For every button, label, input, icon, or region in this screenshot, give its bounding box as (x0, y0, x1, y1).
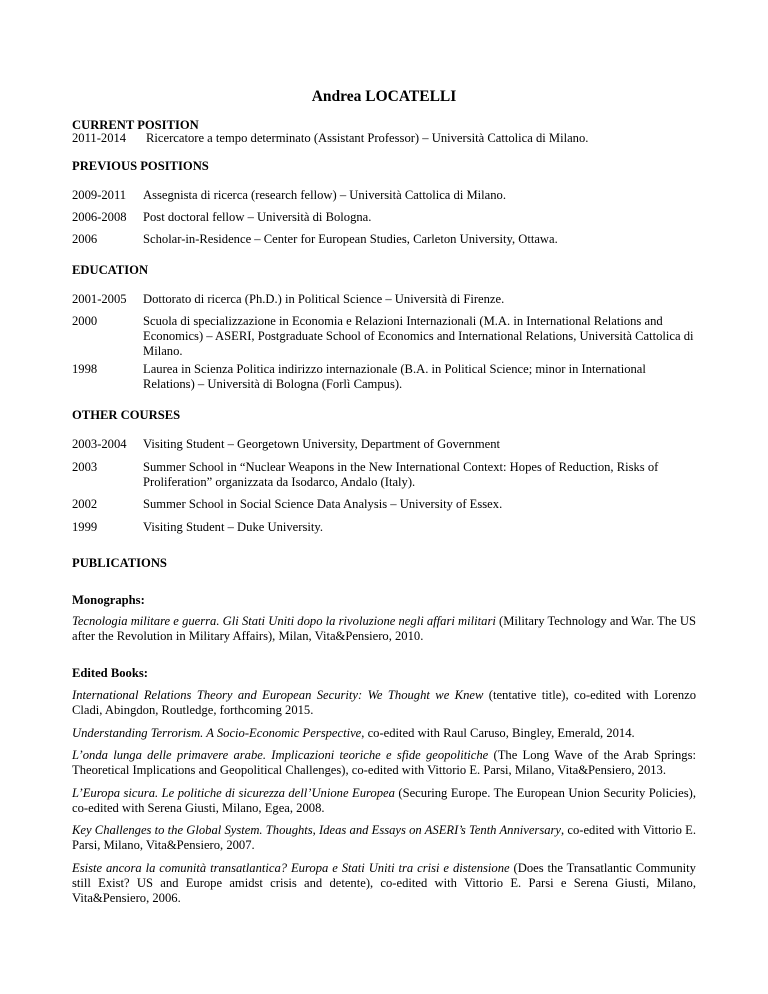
publication-title: Key Challenges to the Global System. Thoughts, Ideas and Essays on ASERI’s Tenth Anniversary (72, 823, 562, 837)
entry-text: Summer School in Social Science Data Analysis – University of Essex. (143, 497, 503, 511)
entry-year: 2006-2008 (72, 210, 127, 224)
publications-heading: PUBLICATIONS (72, 556, 167, 570)
publication-entry (72, 726, 696, 741)
publication-entry (72, 823, 696, 853)
entry-text: Post doctoral fellow – Università di Bologna. (143, 210, 372, 224)
entry-text: Dottorato di ricerca (Ph.D.) in Political Science – Università di Firenze. (143, 292, 505, 306)
entry-text: Summer School in “Nuclear Weapons in the New International Context: Hopes of Reduction, Risks of Proliferation” organizzata da Isodarco, Andalo (Italy). (143, 460, 659, 489)
entry-year: 1999 (72, 520, 98, 534)
entry-year: 2011-2014 (72, 131, 127, 145)
publication-title: Understanding Terrorism. A Socio-Economic Perspective (72, 726, 362, 740)
publication-entry (72, 786, 696, 816)
publication-entry (72, 614, 696, 644)
entry-year: 2009-2011 (72, 188, 127, 202)
entry-text: Visiting Student – Georgetown University, Department of Government (143, 437, 501, 451)
entry-year: 2003-2004 (72, 437, 127, 451)
publication-details: (Does the Transatlantic Community still Exist? US and Europe amidst crisis and detente), co-edited with Vittorio E. Parsi e Serena Giusti, Milano, Vita&Pensiero, 2006. (72, 861, 696, 905)
entry-text: Scuola di specializzazione in Economia e Relazioni Internazionali (M.A. in International Relations and Economics) – ASERI, Postgraduate School of Economics and International Relations, Università Cattolica di Milano. (143, 314, 694, 358)
entry-text: Laurea in Scienza Politica indirizzo internazionale (B.A. in Political Science; minor in International Relations) – Università di Bologna (Forlì Campus). (143, 362, 646, 391)
publication-entry (72, 688, 696, 718)
other-courses-heading: OTHER COURSES (72, 408, 181, 422)
entry-text: Ricercatore a tempo determinato (Assistant Professor) – Università Cattolica di Milano. (146, 131, 589, 145)
current-position-heading: CURRENT POSITION (72, 118, 199, 132)
entry-text: Visiting Student – Duke University. (143, 520, 323, 534)
entry-year: 2002 (72, 497, 98, 511)
publication-details: (The Long Wave of the Arab Springs: Theoretical Implications and Geopolitical Challenges), co-edited with Vittorio E. Parsi, Milano, Vita&Pensiero, 2013. (72, 748, 696, 777)
entry-year: 2001-2005 (72, 292, 127, 306)
publication-entry (72, 748, 696, 778)
page-title: Andrea LOCATELLI (311, 88, 457, 105)
entry-year: 1998 (72, 362, 98, 376)
publication-title: L’onda lunga delle primavere arabe. Implicazioni teoriche e sfide geopolitiche (72, 748, 489, 762)
edited-books-label: Edited Books: (72, 666, 148, 680)
monographs-label: Monographs: (72, 593, 145, 607)
publication-details: (Military Technology and War. The US after the Revolution in Military Affairs), Milan, Vita&Pensiero, 2010. (72, 614, 696, 643)
entry-text: Scholar-in-Residence – Center for European Studies, Carleton University, Ottawa. (143, 232, 558, 246)
publication-title: Tecnologia militare e guerra. Gli Stati Uniti dopo la rivoluzione negli affari militari (72, 614, 496, 628)
publication-details: , co-edited with Vittorio E. Parsi, Milano, Vita&Pensiero, 2007. (72, 823, 696, 852)
publication-details: , co-edited with Raul Caruso, Bingley, Emerald, 2014. (361, 726, 635, 740)
publication-title: International Relations Theory and European Security: We Thought we Knew (72, 688, 484, 702)
entry-text: Assegnista di ricerca (research fellow) – Università Cattolica di Milano. (143, 188, 506, 202)
previous-positions-heading: PREVIOUS POSITIONS (72, 159, 209, 173)
publication-details: (tentative title), co-edited with Lorenzo Cladi, Abingdon, Routledge, forthcoming 2015. (72, 688, 697, 717)
entry-year: 2006 (72, 232, 98, 246)
entry-year: 2003 (72, 460, 98, 474)
publication-details: (Securing Europe. The European Union Security Policies), co-edited with Serena Giusti, Milano, Egea, 2008. (72, 786, 696, 815)
education-heading: EDUCATION (72, 263, 149, 277)
entry-year: 2000 (72, 314, 98, 328)
publication-entry (72, 861, 696, 906)
publication-title: L’Europa sicura. Le politiche di sicurezza dell’Unione Europea (72, 786, 395, 800)
publication-title: Esiste ancora la comunità transatlantica? Europa e Stati Uniti tra crisi e distensione (72, 861, 510, 875)
